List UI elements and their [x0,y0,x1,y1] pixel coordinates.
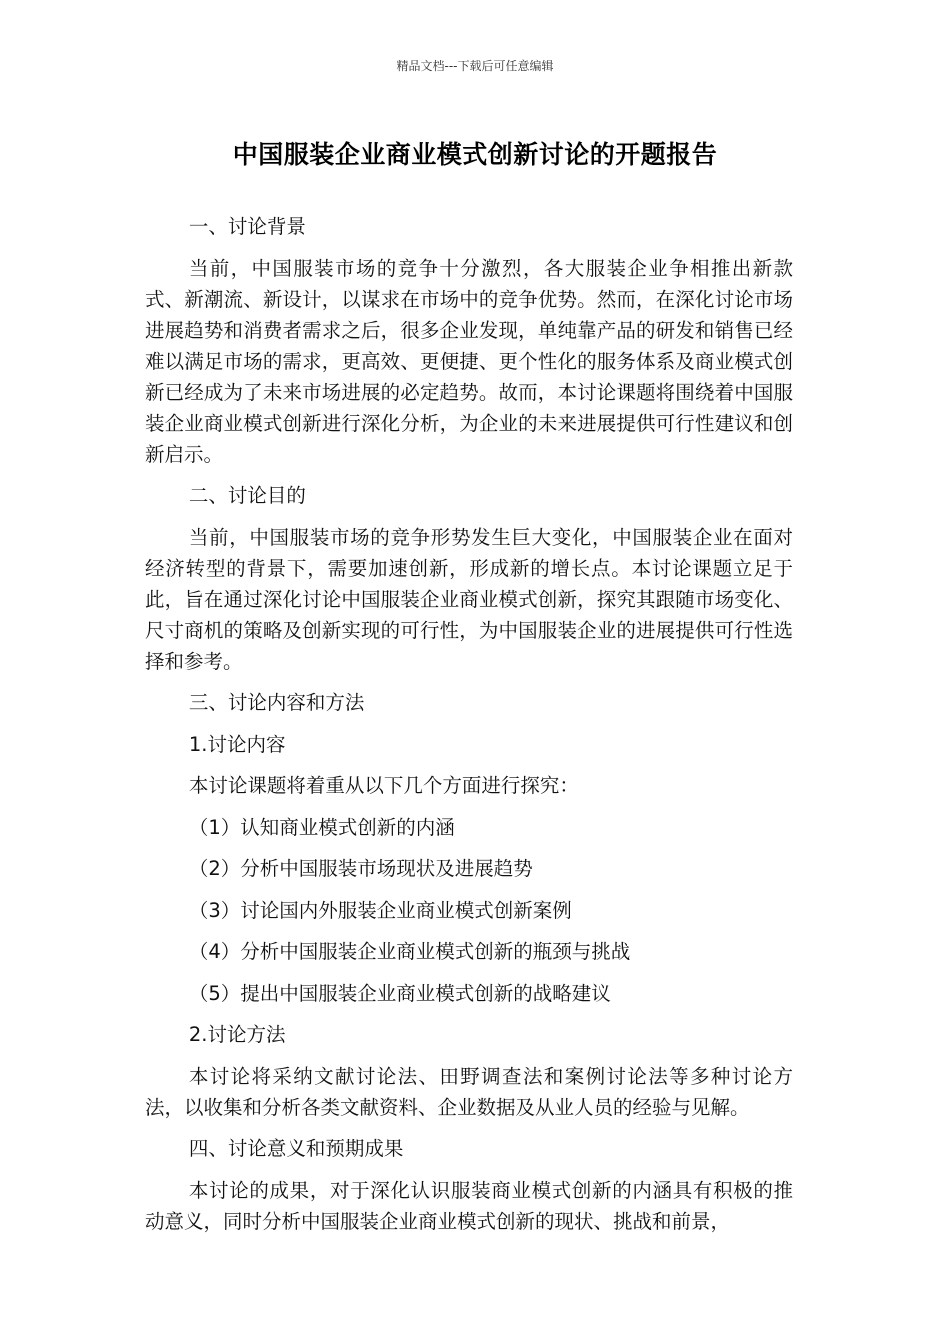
list-item: （3）讨论国内外服装企业商业模式创新案例 [188,898,572,922]
document-title: 中国服装企业商业模式创新讨论的开题报告 [232,140,718,169]
subheading-content: 1.讨论内容 [188,732,286,756]
list-item: （5）提出中国服装企业商业模式创新的战略建议 [188,981,611,1005]
header-note: 精品文档---下载后可任意编辑 [396,59,554,73]
paragraph-method: 本讨论将采纳文献讨论法、田野调查法和案例讨论法等多种讨论方法，以收集和分析各类文献资料、企业数据及从业人员的经验与见解。 [145,1064,793,1119]
paragraph-purpose: 当前，中国服装市场的竞争形势发生巨大变化，中国服装企业在面对经济转型的背景下，需要加速创新，形成新的增长点。本讨论课题立足于此，旨在通过深化讨论中国服装企业商业模式创新，探究其跟随市场变化、尺寸商机的策略及创新实现的可行性，为中国服装企业的进展提供可行性选择和参考。 [145,525,793,673]
subheading-method: 2.讨论方法 [188,1023,286,1046]
section-heading-content-method: 三、讨论内容和方法 [188,691,365,714]
section-heading-purpose: 二、讨论目的 [188,484,306,507]
list-item: （2）分析中国服装市场现状及进展趋势 [188,857,533,880]
section-heading-background: 一、讨论背景 [188,215,306,238]
list-item: （1）认知商业模式创新的内涵 [188,815,455,839]
section-heading-significance: 四、讨论意义和预期成果 [188,1137,404,1160]
document-body [145,211,793,1247]
paragraph-content-intro: 本讨论课题将着重从以下几个方面进行探究： [188,774,579,797]
paragraph-background: 当前，中国服装市场的竞争十分激烈，各大服装企业争相推出新款式、新潮流、新设计，以谋求在市场中的竞争优势。然而，在深化讨论市场进展趋势和消费者需求之后，很多企业发现，单纯靠产品的研发和销售已经难以满足市场的需求，更高效、更便捷、更个性化的服务体系及商业模式创新已经成为了未来市场进展的必定趋势。故而，本讨论课题将围绕着中国服装企业商业模式创新进行深化分析，为企业的未来进展提供可行性建议和创新启示。 [145,256,793,466]
paragraph-significance: 本讨论的成果，对于深化认识服装商业模式创新的内涵具有积极的推动意义，同时分析中国服装企业商业模式创新的现状、挑战和前景， [145,1178,793,1233]
list-item: （4）分析中国服装企业商业模式创新的瓶颈与挑战 [188,940,631,963]
